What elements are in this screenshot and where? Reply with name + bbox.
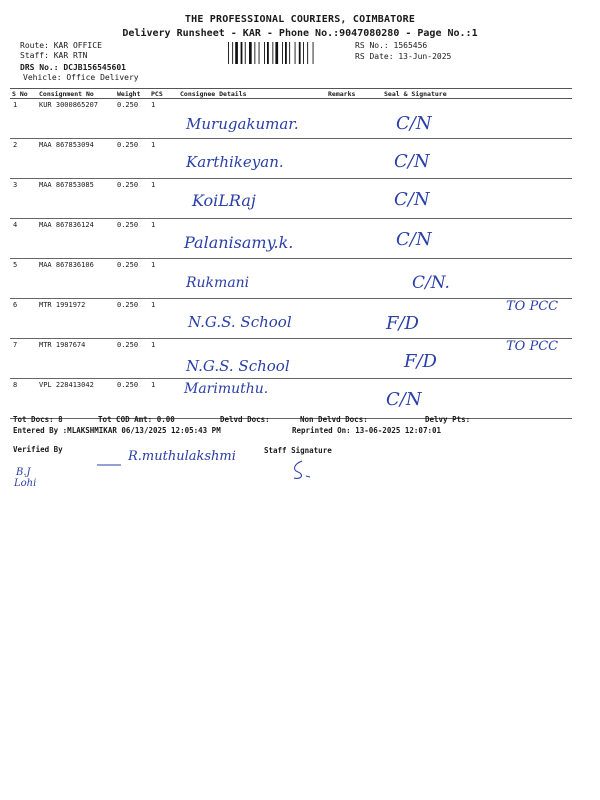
barcode — [228, 42, 346, 64]
reprinted-on: Reprinted On: 13-06-2025 12:07:01 — [292, 426, 442, 435]
seal-handwriting: F/D — [386, 313, 419, 334]
table-row — [10, 299, 572, 339]
row-consignee — [178, 259, 326, 299]
runsheet-table — [10, 88, 572, 419]
row-weight: 0.250 — [115, 219, 149, 259]
row-pcs: 1 — [149, 299, 178, 339]
seal-handwriting: F/D — [404, 351, 437, 372]
consignee-handwriting: Murugakumar. — [186, 115, 299, 133]
table-row — [10, 219, 572, 259]
seal-handwriting: C/N — [394, 189, 430, 210]
consignee-handwriting: Rukmani — [186, 275, 250, 291]
row-consignee — [178, 299, 326, 339]
row-seal — [374, 219, 572, 259]
total-docs: Tot Docs: 8 — [13, 415, 63, 424]
consignee-handwriting: N.G.S. School — [188, 313, 292, 331]
row-remarks — [326, 299, 374, 339]
column-header-consignee: Consignee Details — [178, 89, 326, 99]
seal-handwriting: C/N — [396, 113, 432, 134]
row-pcs: 1 — [149, 259, 178, 299]
rs-number: RS No.: 1565456 — [355, 41, 428, 50]
row-consignee — [178, 179, 326, 219]
row-sno: 4 — [10, 219, 37, 259]
row-remarks — [326, 139, 374, 179]
table-row — [10, 259, 572, 299]
row-sno: 8 — [10, 379, 37, 419]
row-weight: 0.250 — [115, 139, 149, 179]
row-seal — [374, 179, 572, 219]
row-consignment: MAA 867836106 — [37, 259, 115, 299]
row-sno: 2 — [10, 139, 37, 179]
company-title: THE PROFESSIONAL COURIERS, COIMBATORE — [184, 14, 416, 25]
row-consignment: MTR 1987674 — [37, 339, 115, 379]
row-pcs: 1 — [149, 179, 178, 219]
row-seal — [374, 379, 572, 419]
consignee-handwriting: KoiLRaj — [192, 191, 256, 210]
row-seal — [374, 259, 572, 299]
row-weight: 0.250 — [115, 339, 149, 379]
row-consignee — [178, 219, 326, 259]
row-sno: 1 — [10, 99, 37, 139]
table-row — [10, 339, 572, 379]
row-remarks — [326, 379, 374, 419]
seal-handwriting: C/N. — [412, 273, 450, 293]
row-consignment: MTR 1991972 — [37, 299, 115, 339]
row-weight: 0.250 — [115, 99, 149, 139]
verifier-handwriting: R.muthulakshmi — [128, 449, 236, 464]
row-pcs: 1 — [149, 339, 178, 379]
row-seal — [374, 299, 572, 339]
non-delivered-docs: Non Delvd Docs: — [300, 415, 368, 424]
staff-signature-mark — [284, 458, 318, 482]
row-remarks — [326, 179, 374, 219]
row-weight: 0.250 — [115, 179, 149, 219]
column-header-remarks: Remarks — [326, 89, 374, 99]
row-remarks — [326, 339, 374, 379]
consignee-handwriting: Palanisamy.k. — [184, 233, 294, 252]
consignee-handwriting: Karthikeyan. — [186, 153, 284, 171]
table-row — [10, 179, 572, 219]
row-consignee — [178, 379, 326, 419]
row-consignment: MAA 867836124 — [37, 219, 115, 259]
seal-handwriting: C/N — [394, 151, 430, 172]
row-consignment: VPL 228413042 — [37, 379, 115, 419]
initials-handwriting: B.J — [16, 467, 31, 478]
table-header-row — [10, 89, 572, 99]
entered-by: Entered By :MLAKSHMIKAR 06/13/2025 12:05:43 PM — [13, 426, 221, 435]
column-header-seal: Seal & Signature — [374, 89, 572, 99]
consignee-handwriting: Marimuthu. — [184, 381, 269, 397]
dash-mark — [95, 460, 125, 470]
total-cod-amount: Tot COD Amt: 0.00 — [98, 415, 175, 424]
column-header-weight: Weight — [115, 89, 149, 99]
table-row — [10, 99, 572, 139]
row-pcs: 1 — [149, 219, 178, 259]
drs-number: DRS No.: DCJB156545601 — [20, 63, 126, 72]
row-consignee — [178, 99, 326, 139]
row-weight: 0.250 — [115, 259, 149, 299]
row-weight: 0.250 — [115, 379, 149, 419]
row-pcs: 1 — [149, 379, 178, 419]
row-remarks — [326, 219, 374, 259]
initials-handwriting: Lohi — [14, 478, 37, 489]
row-sno: 7 — [10, 339, 37, 379]
row-sno: 3 — [10, 179, 37, 219]
staff-signature-label: Staff Signature — [264, 446, 332, 455]
remark-handwriting: TO PCC — [506, 339, 559, 354]
row-remarks — [326, 259, 374, 299]
row-seal — [374, 339, 572, 379]
route-label: Route: KAR OFFICE — [20, 41, 102, 50]
row-pcs: 1 — [149, 99, 178, 139]
row-seal — [374, 99, 572, 139]
row-sno: 6 — [10, 299, 37, 339]
table-row — [10, 139, 572, 179]
table-row — [10, 379, 572, 419]
verified-by-label: Verified By — [13, 445, 63, 454]
column-header-pcs: PCS — [149, 89, 178, 99]
seal-handwriting: C/N — [396, 229, 432, 250]
rs-date: RS Date: 13-Jun-2025 — [355, 52, 452, 61]
remark-handwriting: TO PCC — [506, 299, 559, 314]
seal-handwriting: C/N — [386, 389, 422, 410]
row-consignment: KUR 3000865207 — [37, 99, 115, 139]
row-consignment: MAA 867853094 — [37, 139, 115, 179]
consignee-handwriting: N.G.S. School — [186, 357, 290, 375]
column-header-sno: S No — [10, 89, 37, 99]
row-consignee — [178, 339, 326, 379]
row-consignee — [178, 139, 326, 179]
delivered-docs: Delvd Docs: — [220, 415, 270, 424]
vehicle-label: Vehicle: Office Delivery — [23, 73, 139, 82]
delivery-points: Delvy Pts: — [425, 415, 471, 424]
row-weight: 0.250 — [115, 299, 149, 339]
staff-label: Staff: KAR RTN — [20, 51, 88, 60]
column-header-consignment: Consignment No — [37, 89, 115, 99]
row-remarks — [326, 99, 374, 139]
row-seal — [374, 139, 572, 179]
row-consignment: MAA 867853085 — [37, 179, 115, 219]
runsheet-subtitle: Delivery Runsheet - KAR - Phone No.:9047080280 - Page No.:1 — [122, 28, 478, 39]
row-pcs: 1 — [149, 139, 178, 179]
row-sno: 5 — [10, 259, 37, 299]
